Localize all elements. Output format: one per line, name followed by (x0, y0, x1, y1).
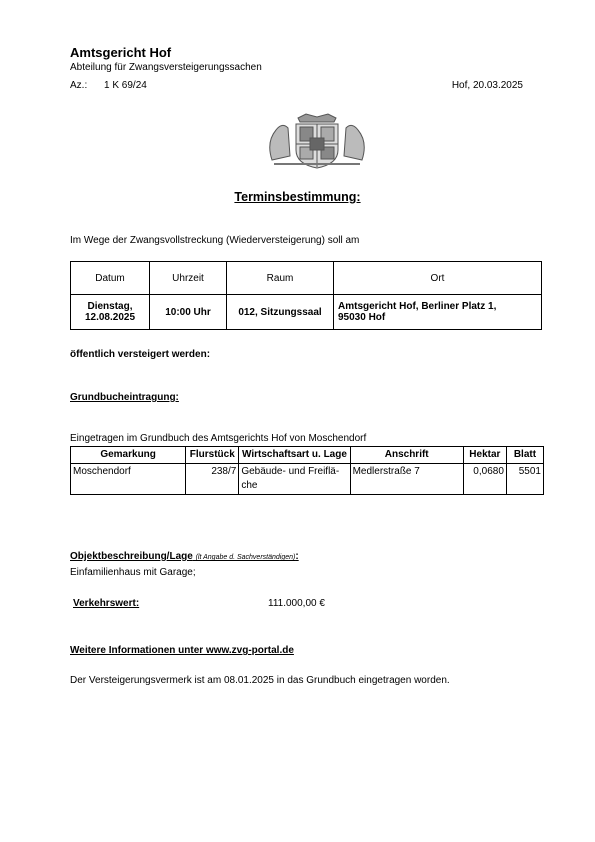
room-cell: 012, Sitzungssaal (227, 295, 334, 330)
column-header: Hektar (463, 447, 506, 464)
file-number-label: Az.: (70, 80, 88, 91)
intro-text: Im Wege der Zwangsvollstreckung (Wiederversteigerung) soll am (70, 235, 360, 246)
column-header: Uhrzeit (150, 262, 227, 295)
column-header: Datum (71, 262, 150, 295)
section-heading: Grundbucheintragung: (70, 392, 179, 403)
column-header: Anschrift (350, 447, 463, 464)
column-header: Raum (227, 262, 334, 295)
table-cell: Medlerstraße 7 (350, 464, 463, 495)
object-label-text: Objektbeschreibung/Lage (70, 551, 193, 562)
column-header: Flurstück (186, 447, 239, 464)
market-value-label: Verkehrswert: (73, 598, 140, 609)
object-colon: : (295, 551, 299, 562)
column-header: Wirtschaftsart u. Lage (239, 447, 350, 464)
object-description-label (70, 551, 299, 562)
location-line: Amtsgericht Hof, Berliner Platz 1, (338, 301, 497, 312)
date: 12.08.2025 (84, 312, 136, 323)
table-cell: Moschendorf (71, 464, 186, 495)
info-link[interactable]: Weitere Informationen unter www.zvg-portal.de (70, 645, 294, 656)
column-header: Gemarkung (71, 447, 186, 464)
auction-statement: öffentlich versteigert werden: (70, 349, 211, 360)
time-cell: 10:00 Uhr (150, 295, 227, 330)
object-description-value: Einfamilienhaus mit Garage; (70, 567, 196, 578)
table-cell: 0,0680 (463, 464, 506, 495)
registry-text: Eingetragen im Grundbuch des Amtsgerichts Hof von Moschendorf (70, 433, 367, 444)
table-row (71, 295, 542, 330)
table-cell: 5501 (506, 464, 543, 495)
location-cell (334, 295, 542, 330)
place-date: Hof, 20.03.2025 (451, 80, 523, 91)
column-header: Ort (334, 262, 542, 295)
table-cell: 238/7 (186, 464, 239, 495)
market-value: 111.000,00 € (268, 598, 325, 609)
file-number-value: 1 K 69/24 (104, 80, 147, 91)
date-cell (71, 295, 150, 330)
page-title: Terminsbestimmung: (234, 190, 361, 204)
table-cell: Gebäude- und Freiflä-che (239, 464, 350, 495)
property-table (70, 446, 544, 495)
object-note: (lt Angabe d. Sachverständigen) (195, 554, 296, 561)
registry-note: Der Versteigerungsvermerk ist am 08.01.2025 in das Grundbuch eingetragen worden. (70, 675, 450, 686)
table-row (71, 464, 544, 495)
appointment-table (70, 261, 542, 330)
column-header: Blatt (506, 447, 543, 464)
weekday: Dienstag, (87, 301, 133, 312)
department-name: Abteilung für Zwangsversteigerungssachen (70, 62, 262, 73)
coat-of-arms-icon (262, 112, 372, 170)
court-name: Amtsgericht Hof (70, 45, 172, 60)
location-line: 95030 Hof (338, 312, 386, 323)
